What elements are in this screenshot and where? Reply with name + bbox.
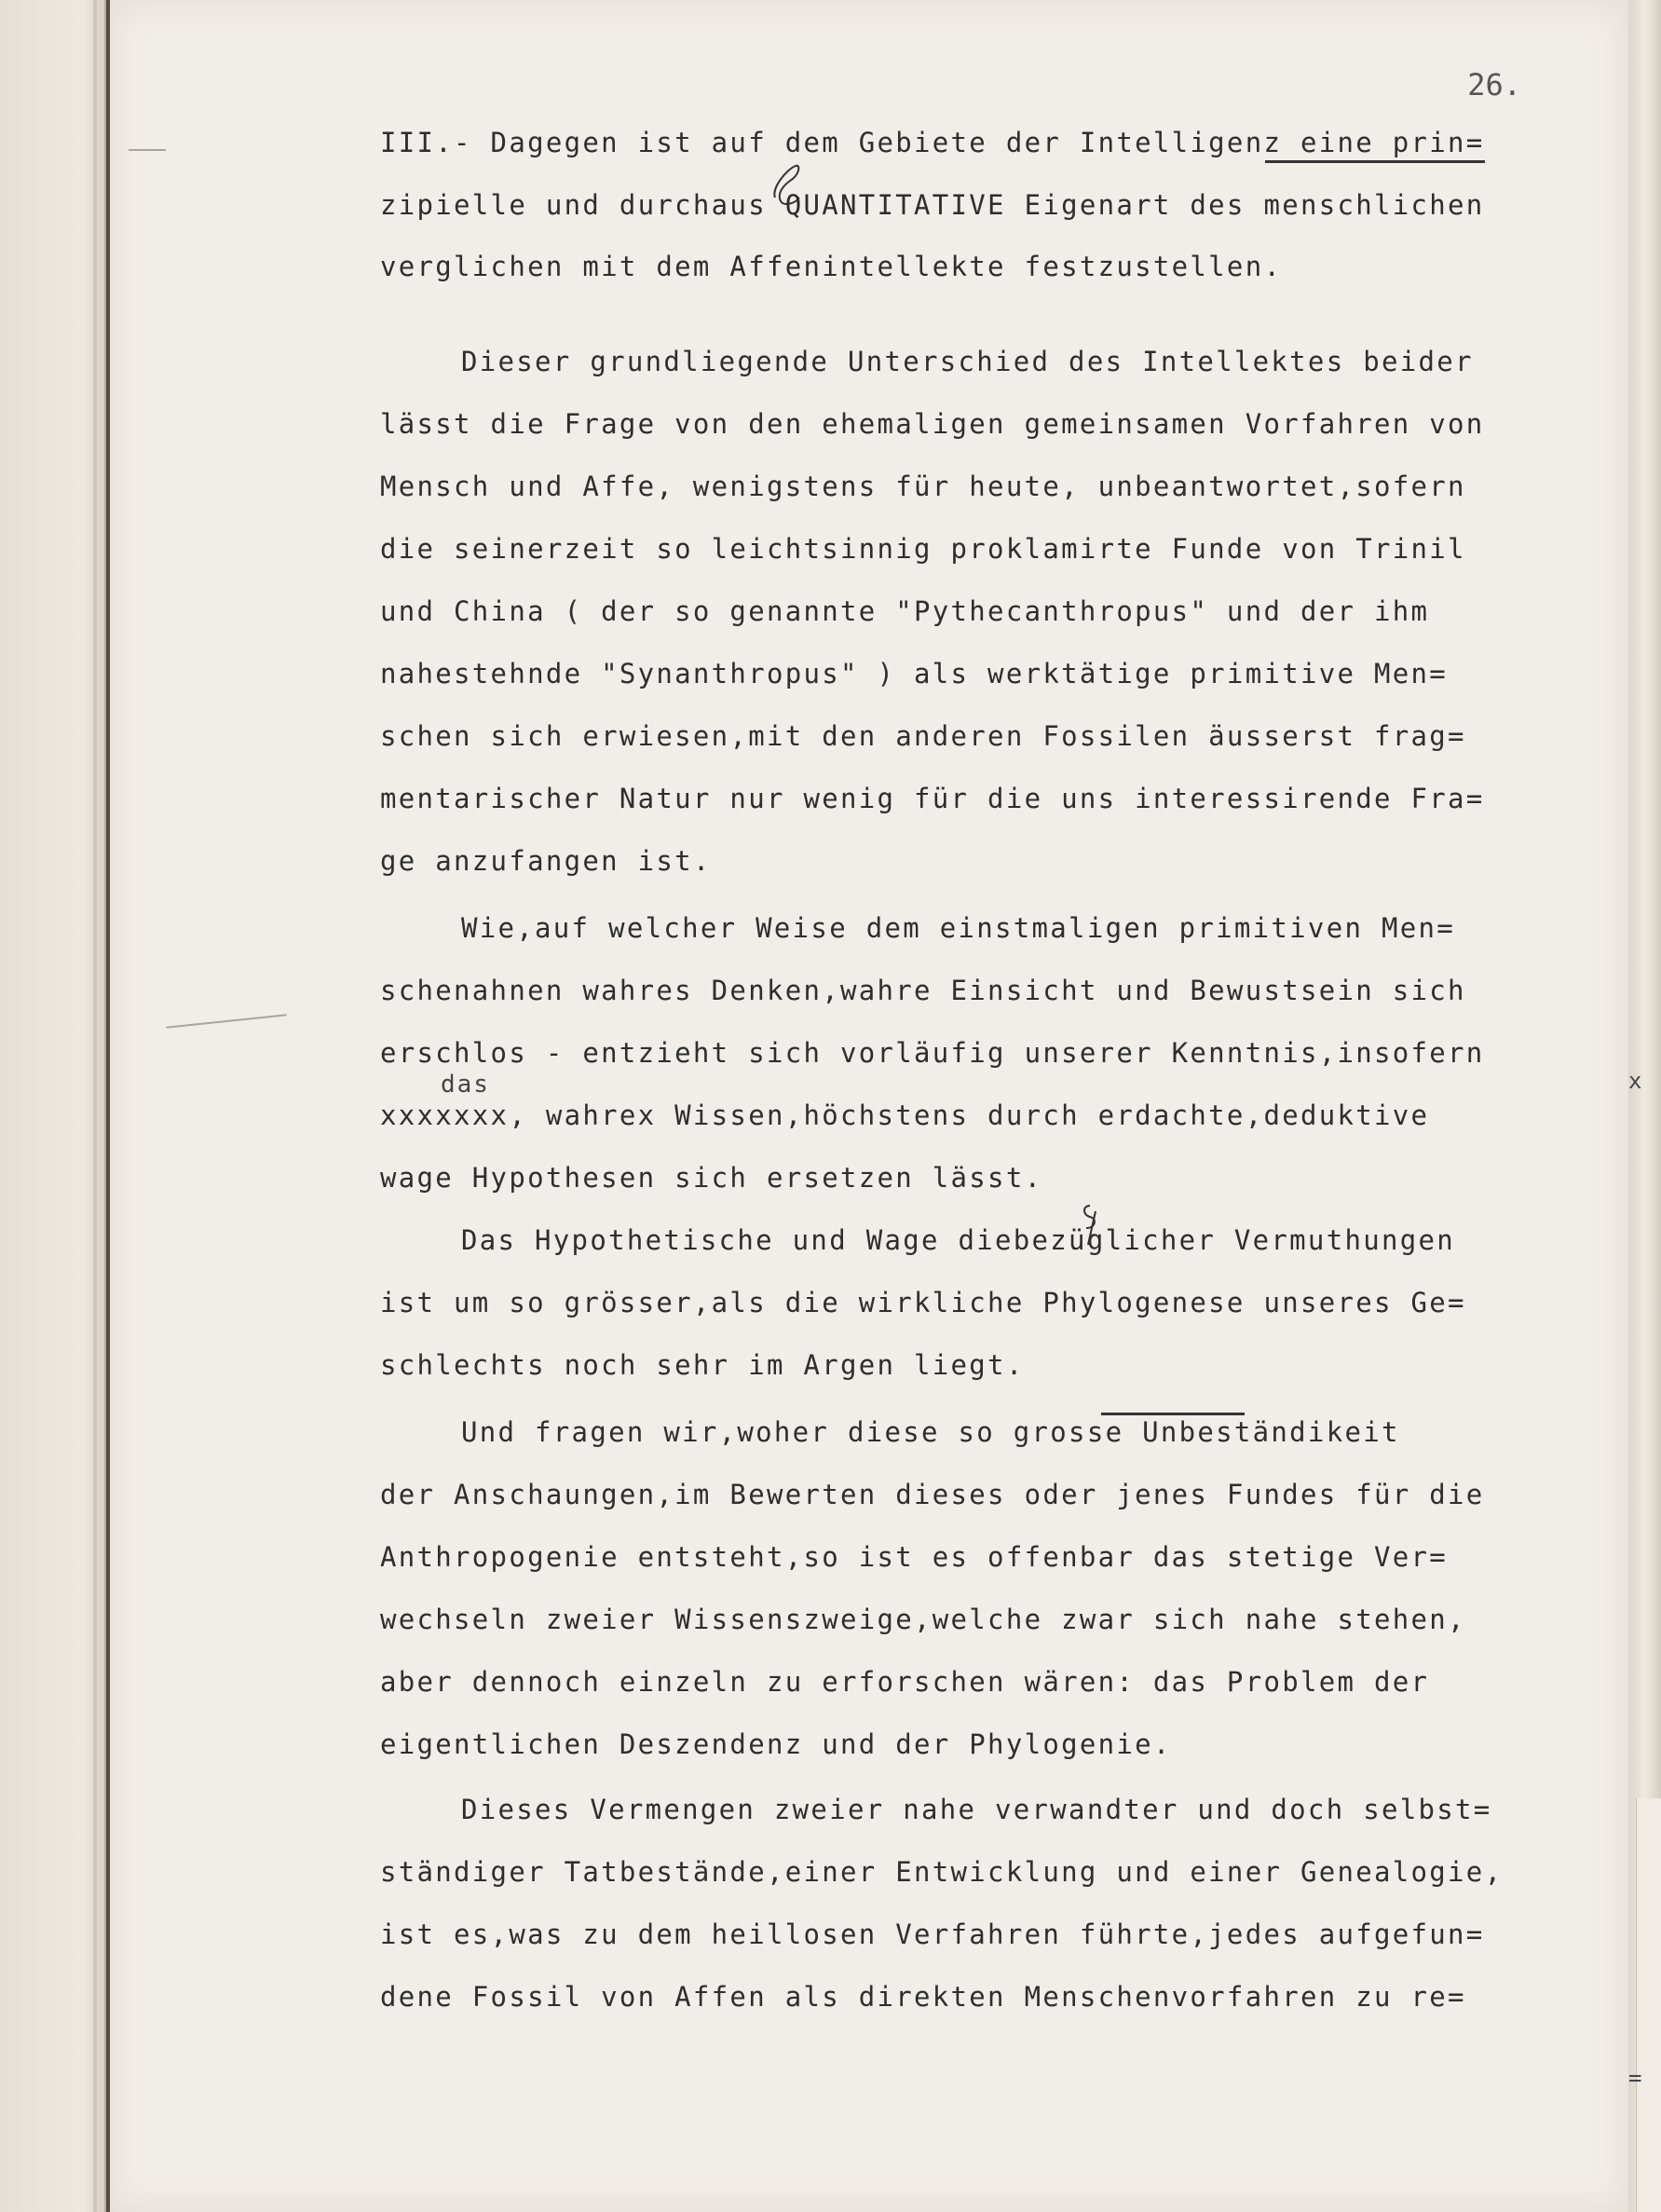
text-line: verglichen mit dem Affenintellekte festzustellen. [380,251,1283,282]
text-line: zipielle und durchaus QUANTITATIVE Eigenart des menschlichen [380,189,1485,221]
text-line: schen sich erwiesen,mit den anderen Fossilen äusserst frag= [380,720,1466,752]
margin-pencil-stroke [166,1014,286,1029]
text-line: schlechts noch sehr im Argen liegt. [380,1349,1025,1381]
text-line: mentarischer Natur nur wenig für die uns interessirende Fra= [380,783,1485,814]
text-line: Dieser grundliegende Unterschied des Intellektes beider [461,346,1474,377]
text-line: Dieses Vermengen zweier nahe verwandter und doch selbst= [461,1794,1492,1825]
text-line: ist um so grösser,als die wirkliche Phylogenese unseres Ge= [380,1287,1466,1318]
text-line: erschlos - entzieht sich vorläufig unserer Kenntnis,insofern [380,1037,1485,1069]
underline-intelligenz [1265,160,1485,163]
text-line: und China ( der so genannte "Pythecanthropus" und der ihm [380,595,1430,627]
margin-mark-x: x [1628,1068,1642,1094]
page-number: 26. [1467,67,1521,102]
text-line: die seinerzeit so leichtsinnig proklamirte Funde von Trinil [380,533,1466,565]
text-line: der Anschaungen,im Bewerten dieses oder jenes Fundes für die [380,1479,1485,1510]
text-line: Wie,auf welcher Weise dem einstmaligen primitiven Men= [461,912,1456,944]
text-line: III.- Dagegen ist auf dem Gebiete der Intelligenz eine prin= [380,127,1485,158]
text-line: nahestehnde "Synanthropus" ) als werktätige primitive Men= [380,658,1449,690]
text-line: Anthropogenie entsteht,so ist es offenbar das stetige Ver= [380,1541,1449,1573]
typed-insertion: das [441,1071,490,1099]
paper-tab [1636,1798,1661,2212]
text-line: Das Hypothetische und Wage diebezüglicher Vermuthungen [461,1224,1456,1256]
text-line: schenahnen wahres Denken,wahre Einsicht und Bewustsein sich [380,975,1466,1006]
text-line: eigentlichen Deszendenz und der Phylogenie. [380,1728,1172,1760]
text-line: wage Hypothesen sich ersetzen lässt. [380,1162,1043,1194]
text-line: dene Fossil von Affen als direkten Menschenvorfahren zu re= [380,1981,1466,2013]
margin-pencil-stroke [129,149,166,151]
text-line: ständiger Tatbestände,einer Entwicklung und einer Genealogie, [380,1856,1504,1888]
text-line: xxxxxxx, wahrex Wissen,höchstens durch erdachte,deduktive [380,1099,1430,1131]
text-line: Und fragen wir,woher diese so grosse Unbeständikeit [461,1416,1400,1448]
text-line: lässt die Frage von den ehemaligen gemeinsamen Vorfahren von [380,408,1485,440]
text-line: Mensch und Affe, wenigstens für heute, unbeantwortet,sofern [380,471,1466,502]
text-line: aber dennoch einzeln zu erforschen wären: das Problem der [380,1666,1430,1698]
text-line: wechseln zweier Wissenszweige,welche zwar sich nahe stehen, [380,1604,1466,1635]
text-line: ge anzufangen ist. [380,845,712,877]
facing-page-edge [0,0,106,2212]
underline-fossilen [1101,1413,1245,1415]
typescript-page [110,0,1628,2212]
margin-mark-equals: = [1628,2065,1642,2091]
page-fold [93,0,97,2212]
underlying-pages-edge [1628,0,1661,2212]
text-line: ist es,was zu dem heillosen Verfahren führte,jedes aufgefun= [380,1918,1485,1950]
